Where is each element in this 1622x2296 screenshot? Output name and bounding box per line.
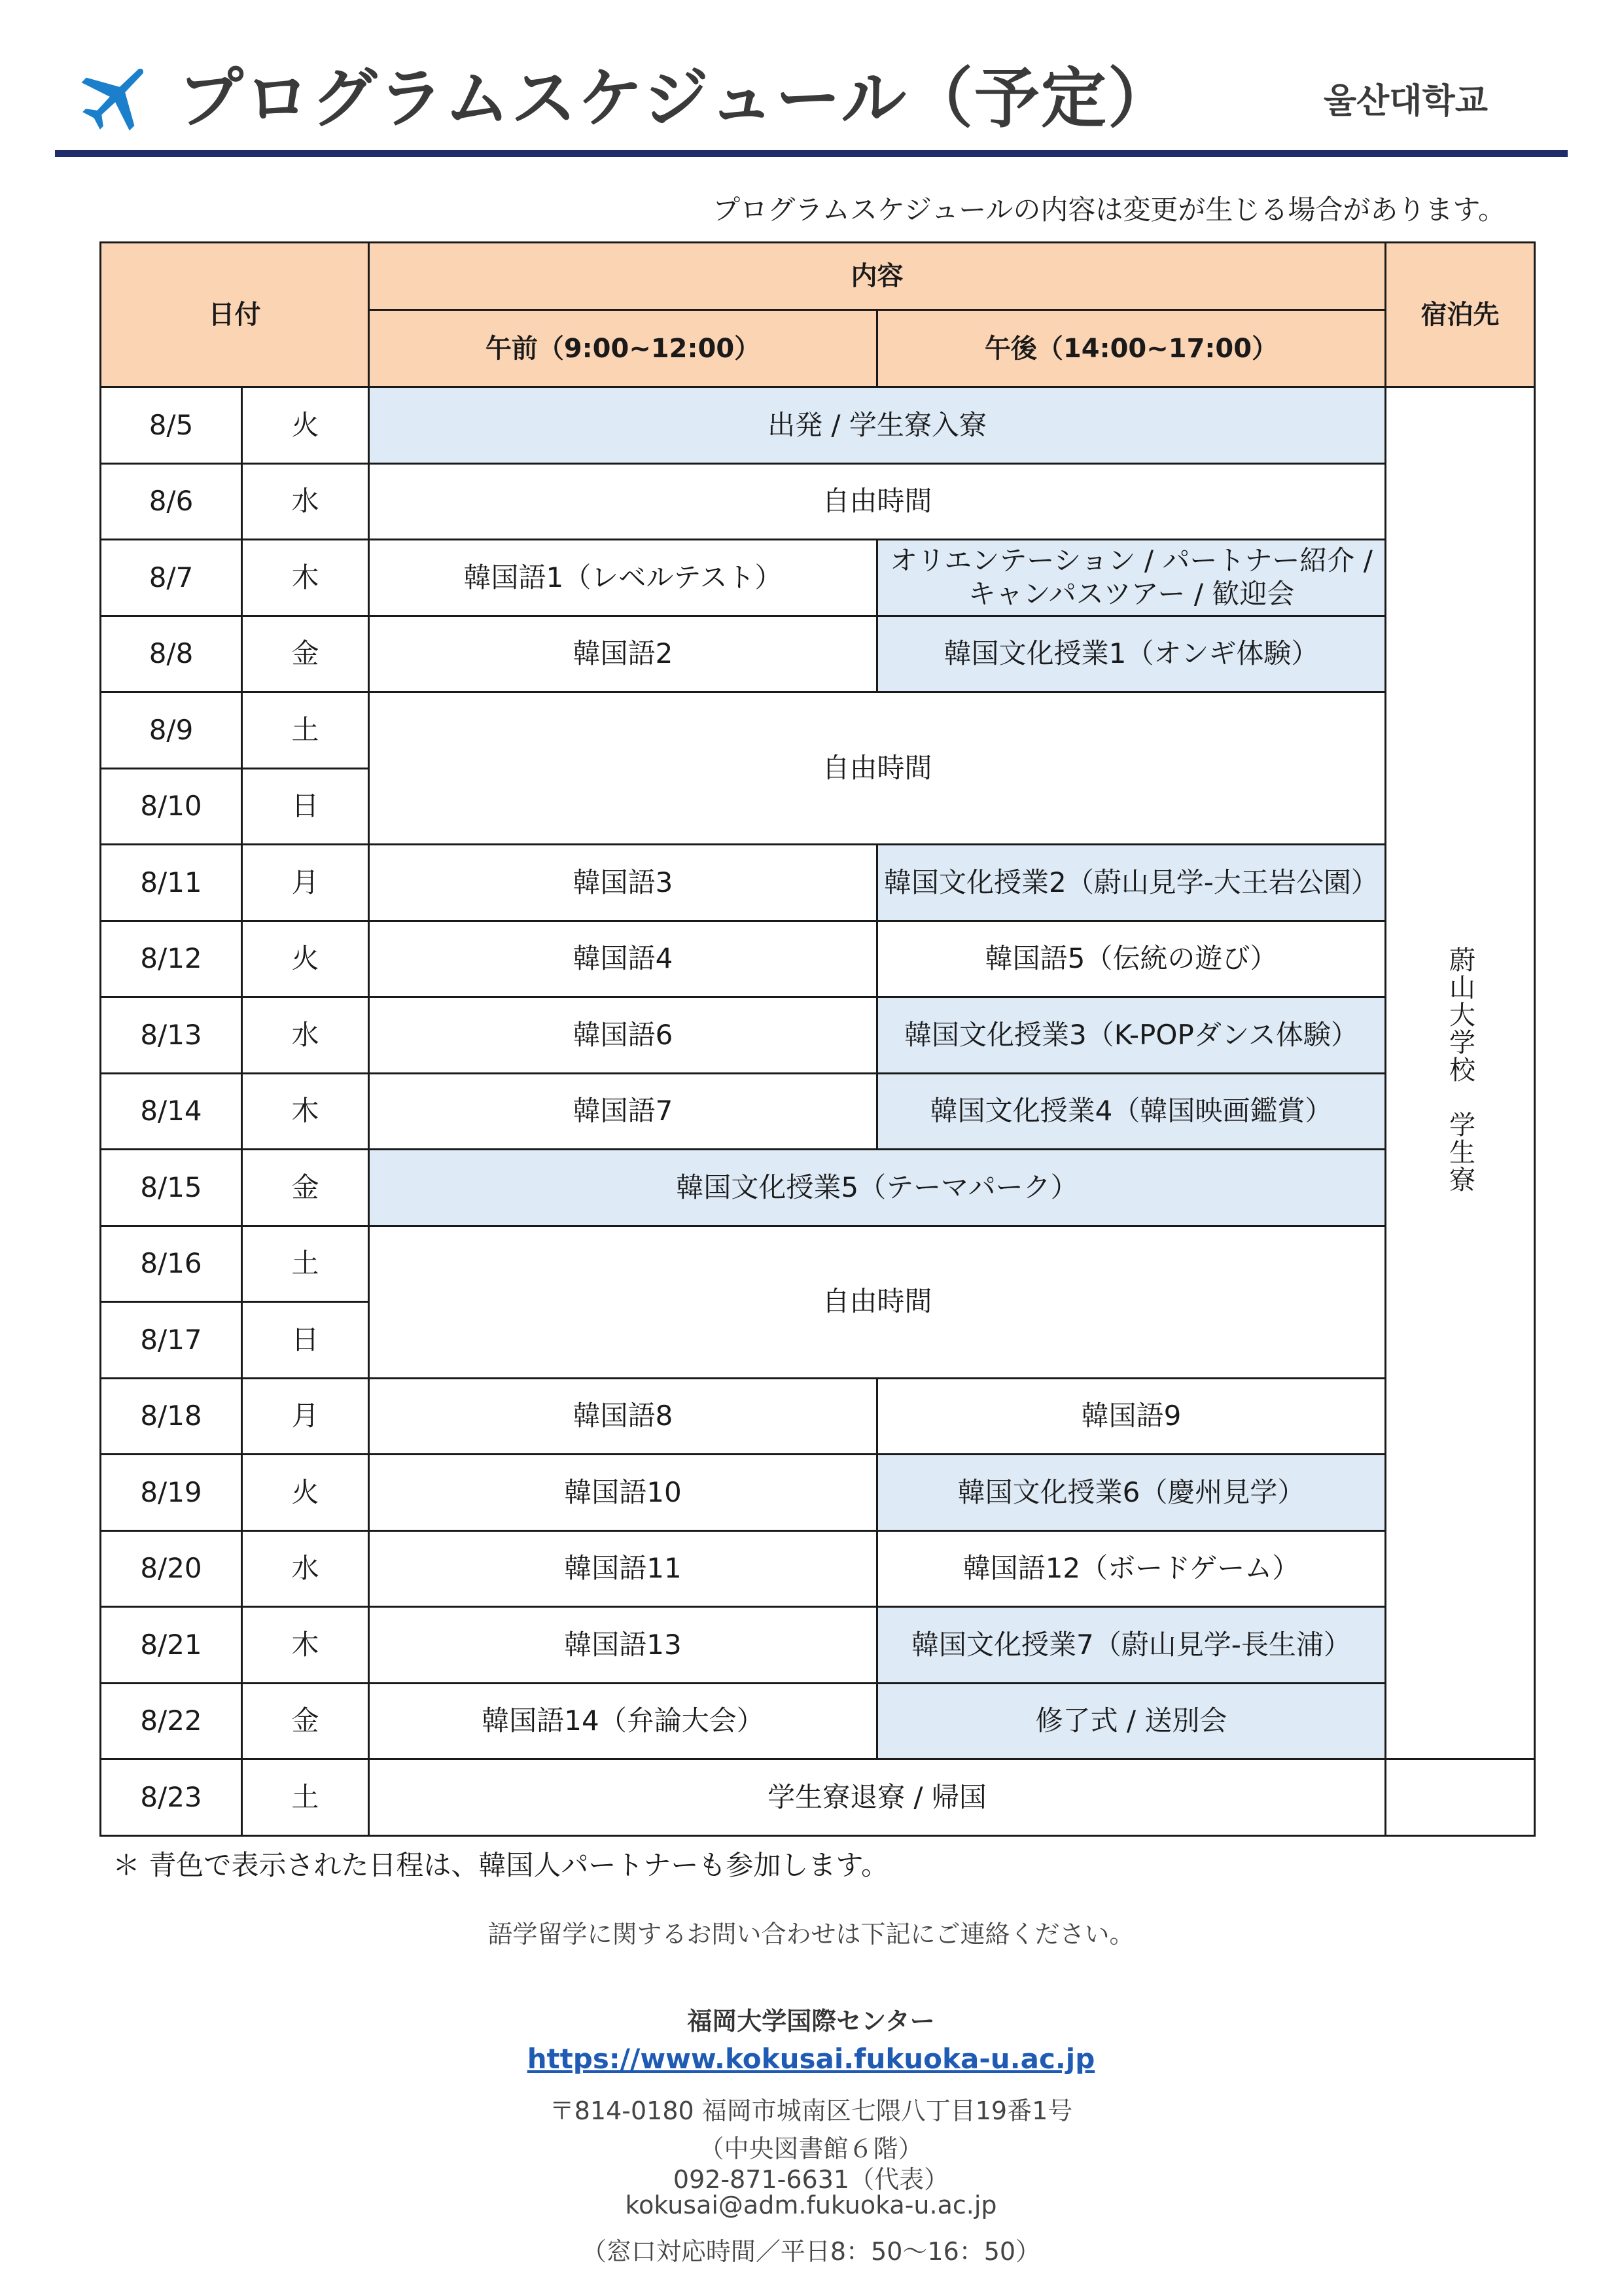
weekday-cell: 金 xyxy=(242,616,369,692)
university-name: 울산대학교 xyxy=(1323,82,1488,121)
header-lodging: 宿泊先 xyxy=(1386,243,1535,387)
weekday-cell: 土 xyxy=(242,1759,369,1836)
weekday-cell: 木 xyxy=(242,540,369,616)
header-date: 日付 xyxy=(101,243,369,387)
date-cell: 8/8 xyxy=(101,616,242,692)
weekday-cell: 火 xyxy=(242,387,369,464)
pm-cell: 韓国文化授業6（慶州見学） xyxy=(877,1455,1386,1531)
partner-footnote: ＊ 青色で表示された日程は、韓国人パートナーも参加します。 xyxy=(113,1849,889,1881)
am-cell: 韓国語7 xyxy=(369,1073,877,1150)
airplane-icon xyxy=(77,58,154,135)
contact-floor: （中央図書館６階） xyxy=(699,2134,923,2163)
table-row xyxy=(101,1226,1535,1302)
date-cell: 8/23 xyxy=(101,1759,242,1836)
weekday-cell: 火 xyxy=(242,921,369,997)
table-row xyxy=(101,1378,1535,1455)
date-cell: 8/13 xyxy=(101,997,242,1074)
date-cell: 8/10 xyxy=(101,768,242,845)
contact-email[interactable]: kokusai@adm.fukuoka-u.ac.jp xyxy=(625,2191,997,2219)
am-cell: 韓国語13 xyxy=(369,1607,877,1684)
date-cell: 8/7 xyxy=(101,540,242,616)
pm-cell: 韓国語12（ボードゲーム） xyxy=(877,1530,1386,1607)
date-cell: 8/22 xyxy=(101,1683,242,1759)
pm-cell: 韓国文化授業1（オンギ体験） xyxy=(877,616,1386,692)
table-row xyxy=(101,616,1535,692)
am-cell: 韓国語14（弁論大会） xyxy=(369,1683,877,1759)
full-day-cell: 韓国文化授業5（テーマパーク） xyxy=(369,1150,1386,1226)
pm-cell: オリエンテーション / パートナー紹介 / キャンパスツアー / 歓迎会 xyxy=(877,540,1386,616)
am-cell: 韓国語1（レベルテスト） xyxy=(369,540,877,616)
page-header xyxy=(0,0,1622,164)
pm-cell: 韓国文化授業3（K-POPダンス体験） xyxy=(877,997,1386,1074)
pm-cell: 韓国文化授業2（蔚山見学-大王岩公園） xyxy=(877,845,1386,921)
date-cell: 8/16 xyxy=(101,1226,242,1302)
pm-cell: 韓国文化授業4（韓国映画鑑賞） xyxy=(877,1073,1386,1150)
contact-prompt: 語学留学に関するお問い合わせは下記にご連絡ください。 xyxy=(487,1920,1135,1949)
lodging-cell xyxy=(1386,387,1535,1759)
table-row xyxy=(101,692,1535,769)
weekday-cell: 月 xyxy=(242,845,369,921)
full-day-cell: 自由時間 xyxy=(369,692,1386,845)
table-row xyxy=(101,921,1535,997)
table-row xyxy=(101,1759,1535,1836)
am-cell: 韓国語4 xyxy=(369,921,877,997)
table-row xyxy=(101,1530,1535,1607)
weekday-cell: 土 xyxy=(242,692,369,769)
table-row xyxy=(101,997,1535,1074)
pm-cell: 韓国文化授業7（蔚山見学-長生浦） xyxy=(877,1607,1386,1684)
am-cell: 韓国語3 xyxy=(369,845,877,921)
weekday-cell: 水 xyxy=(242,997,369,1074)
weekday-cell: 水 xyxy=(242,1530,369,1607)
lodging-value: 蔚山大学校 学生寮 xyxy=(1445,945,1475,1193)
date-cell: 8/12 xyxy=(101,921,242,997)
table-row xyxy=(101,1683,1535,1759)
contact-organization: 福岡大学国際センター xyxy=(687,2007,935,2036)
weekday-cell: 金 xyxy=(242,1150,369,1226)
weekday-cell: 火 xyxy=(242,1455,369,1531)
weekday-cell: 木 xyxy=(242,1073,369,1150)
header-divider xyxy=(55,150,1568,157)
weekday-cell: 水 xyxy=(242,463,369,540)
date-cell: 8/14 xyxy=(101,1073,242,1150)
weekday-cell: 日 xyxy=(242,1302,369,1379)
date-cell: 8/6 xyxy=(101,463,242,540)
table-row xyxy=(101,463,1535,540)
schedule-table xyxy=(99,241,1536,1837)
am-cell: 韓国語2 xyxy=(369,616,877,692)
date-cell: 8/15 xyxy=(101,1150,242,1226)
contact-hours: （窓口対応時間／平日8：50〜16：50） xyxy=(581,2237,1041,2266)
weekday-cell: 金 xyxy=(242,1683,369,1759)
weekday-cell: 日 xyxy=(242,768,369,845)
header-content: 内容 xyxy=(369,243,1386,310)
table-row xyxy=(101,845,1535,921)
header-am: 午前（9:00~12:00） xyxy=(369,310,877,387)
date-cell: 8/11 xyxy=(101,845,242,921)
weekday-cell: 月 xyxy=(242,1378,369,1455)
table-row xyxy=(101,387,1535,464)
date-cell: 8/20 xyxy=(101,1530,242,1607)
change-notice: プログラムスケジュールの内容は変更が生じる場合があります。 xyxy=(713,194,1506,226)
header-pm: 午後（14:00~17:00） xyxy=(877,310,1386,387)
pm-cell: 韓国語9 xyxy=(877,1378,1386,1455)
am-cell: 韓国語8 xyxy=(369,1378,877,1455)
table-row xyxy=(101,1607,1535,1684)
full-day-cell: 自由時間 xyxy=(369,1226,1386,1378)
am-cell: 韓国語11 xyxy=(369,1530,877,1607)
table-row xyxy=(101,540,1535,616)
pm-cell: 修了式 / 送別会 xyxy=(877,1683,1386,1759)
date-cell: 8/21 xyxy=(101,1607,242,1684)
lodging-empty-cell xyxy=(1386,1759,1535,1836)
contact-address: 〒814-0180 福岡市城南区七隈八丁目19番1号 xyxy=(549,2096,1073,2125)
date-cell: 8/18 xyxy=(101,1378,242,1455)
full-day-cell: 学生寮退寮 / 帰国 xyxy=(369,1759,1386,1836)
date-cell: 8/9 xyxy=(101,692,242,769)
full-day-cell: 出発 / 学生寮入寮 xyxy=(369,387,1386,464)
weekday-cell: 木 xyxy=(242,1607,369,1684)
date-cell: 8/5 xyxy=(101,387,242,464)
date-cell: 8/17 xyxy=(101,1302,242,1379)
date-cell: 8/19 xyxy=(101,1455,242,1531)
page-title: プログラムスケジュール（予定） xyxy=(178,60,1174,137)
table-row xyxy=(101,1073,1535,1150)
weekday-cell: 土 xyxy=(242,1226,369,1302)
pm-cell: 韓国語5（伝統の遊び） xyxy=(877,921,1386,997)
full-day-cell: 自由時間 xyxy=(369,463,1386,540)
contact-url-link[interactable]: https://www.kokusai.fukuoka-u.ac.jp xyxy=(527,2043,1095,2075)
table-row xyxy=(101,1150,1535,1226)
am-cell: 韓国語10 xyxy=(369,1455,877,1531)
contact-phone: 092-871-6631（代表） xyxy=(673,2165,949,2194)
table-row xyxy=(101,1455,1535,1531)
am-cell: 韓国語6 xyxy=(369,997,877,1074)
